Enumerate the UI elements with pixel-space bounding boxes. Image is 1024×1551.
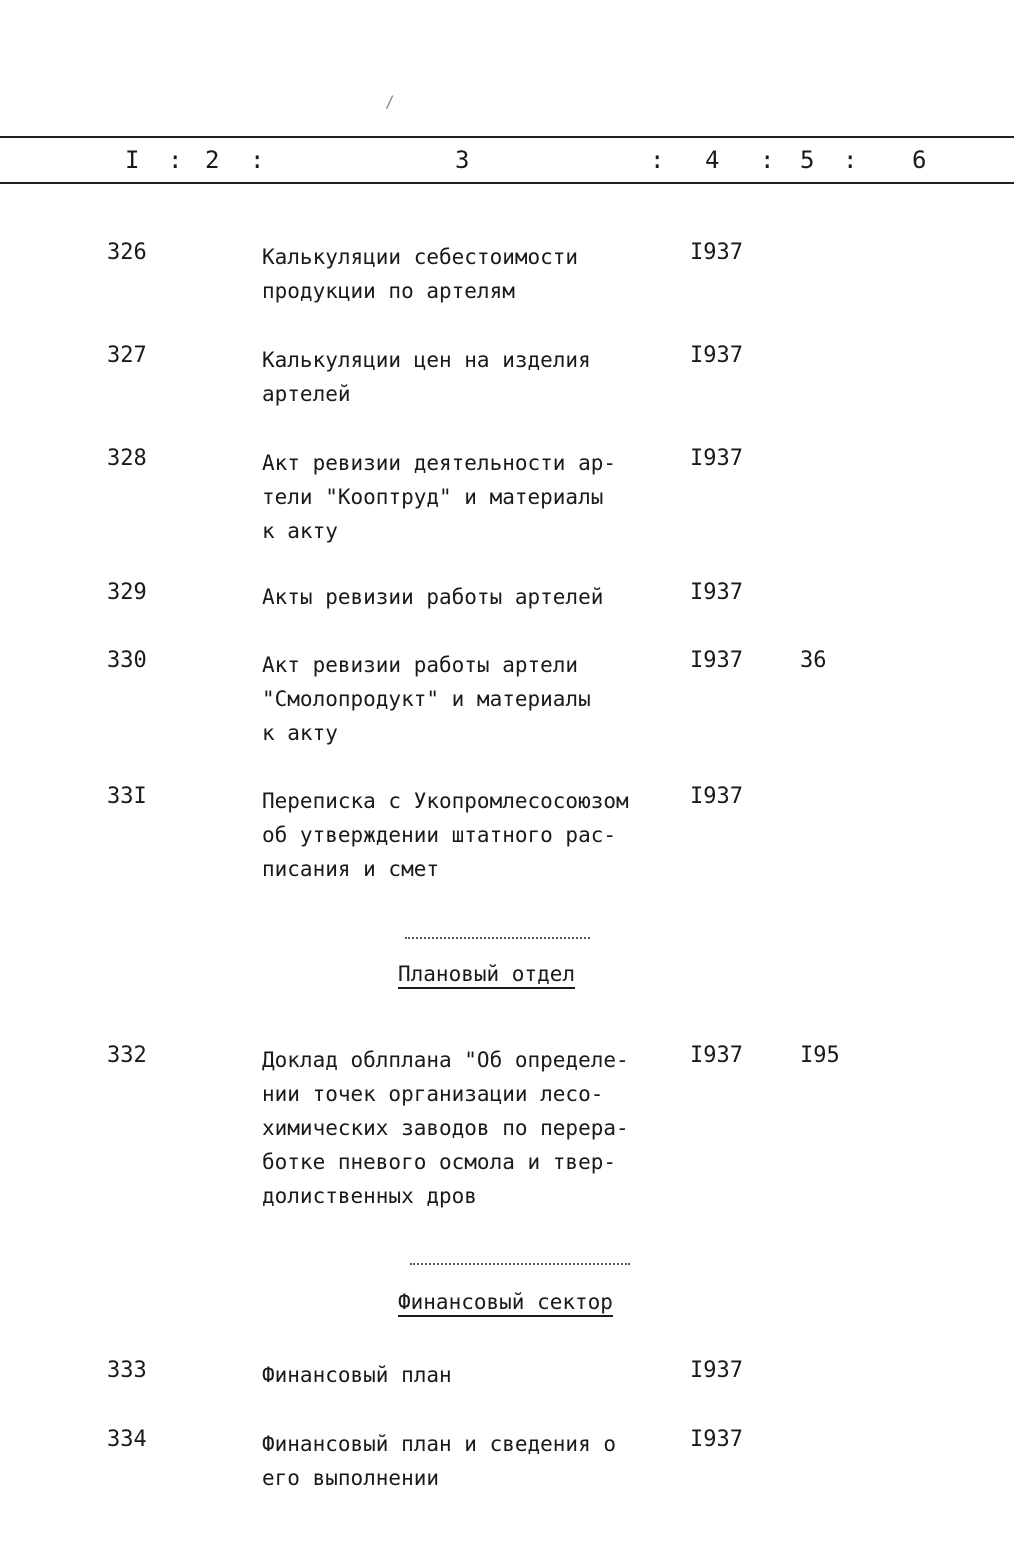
header-top-rule	[0, 136, 1014, 138]
entry-title-line: ботке пневого осмола и твер-	[262, 1150, 617, 1174]
sep: :	[843, 146, 858, 174]
entry-title-line: писания и смет	[262, 857, 440, 881]
col-1: I	[125, 146, 140, 174]
entry-title-line: продукции по артелям	[262, 279, 515, 303]
entry-year: I937	[690, 580, 743, 605]
col-4: 4	[705, 146, 720, 174]
entry-number: 326	[107, 240, 147, 265]
sep: :	[168, 146, 183, 174]
entry-title-line: Калькуляции цен на изделия	[262, 348, 591, 372]
entry-number: 332	[107, 1043, 147, 1068]
entry-title-line: к акту	[262, 721, 338, 745]
entry-title	[262, 648, 682, 750]
entry-year: I937	[690, 343, 743, 368]
entry-year: I937	[690, 784, 743, 809]
entry-title	[262, 343, 682, 411]
entry-number: 328	[107, 446, 147, 471]
pen-mark: /	[385, 92, 395, 111]
entry-title-line: Калькуляции себестоимости	[262, 245, 579, 269]
entry-number: 333	[107, 1358, 147, 1383]
col-2: 2	[205, 146, 220, 174]
entry-title	[262, 240, 682, 308]
entry-number: 329	[107, 580, 147, 605]
entry-year: I937	[690, 446, 743, 471]
col-6: 6	[912, 146, 927, 174]
entry-year: I937	[690, 1043, 743, 1068]
entry-title-line: Доклад облплана "Об определе-	[262, 1048, 629, 1072]
sep: :	[250, 146, 265, 174]
sep: :	[760, 146, 775, 174]
entry-title-line: "Смолопродукт" и материалы	[262, 687, 591, 711]
entry-title	[262, 1043, 682, 1213]
entry-title	[262, 446, 682, 548]
entry-number: 33I	[107, 784, 147, 809]
divider	[405, 937, 590, 939]
col-5: 5	[800, 146, 815, 174]
entry-title-line: Акт ревизии деятельности ар-	[262, 451, 617, 475]
entry-number: 327	[107, 343, 147, 368]
entry-number: 330	[107, 648, 147, 673]
entry-title	[262, 580, 682, 614]
entry-year: I937	[690, 648, 743, 673]
entry-title-line: долиственных дров	[262, 1184, 477, 1208]
entry-title-line: его выполнении	[262, 1466, 440, 1490]
entry-title-line: нии точек организации лесо-	[262, 1082, 604, 1106]
entry-title-line: Финансовый план и сведения о	[262, 1432, 617, 1456]
sep: :	[650, 146, 665, 174]
entry-year: I937	[690, 1427, 743, 1452]
header-bottom-rule	[0, 182, 1014, 184]
entry-sheet-count: 36	[800, 648, 827, 673]
entry-sheet-count: I95	[800, 1043, 840, 1068]
entry-number: 334	[107, 1427, 147, 1452]
entry-title-line: артелей	[262, 382, 351, 406]
divider	[410, 1263, 630, 1265]
section-heading-planning: Плановый отдел	[398, 962, 576, 986]
section-heading-finance: Финансовый сектор	[398, 1290, 613, 1314]
entry-title-line: к акту	[262, 519, 338, 543]
entry-title-line: Акт ревизии работы артели	[262, 653, 579, 677]
entry-title	[262, 1358, 682, 1392]
entry-title-line: об утверждении штатного рас-	[262, 823, 617, 847]
entry-title-line: Акты ревизии работы артелей	[262, 585, 604, 609]
entry-title	[262, 784, 682, 886]
col-3: 3	[455, 146, 470, 174]
entry-title-line: Финансовый план	[262, 1363, 452, 1387]
entry-title-line: химических заводов по перера-	[262, 1116, 629, 1140]
entry-year: I937	[690, 1358, 743, 1383]
entry-year: I937	[690, 240, 743, 265]
entry-title-line: Переписка с Укопромлесосоюзом	[262, 789, 629, 813]
entry-title	[262, 1427, 682, 1495]
entry-title-line: тели "Кооптруд" и материалы	[262, 485, 604, 509]
